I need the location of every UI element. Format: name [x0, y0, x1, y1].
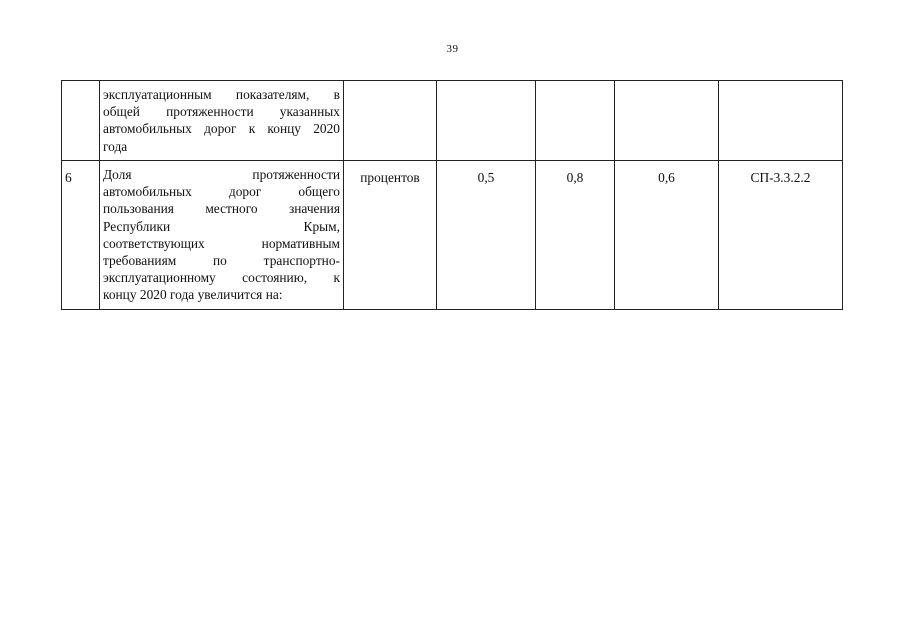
description-line: автомобильных дорог к концу 2020 [103, 121, 340, 137]
row-number-cell: 6 [62, 161, 100, 310]
description-line: общей протяженности указанных [103, 104, 340, 120]
value-cell-1: 0,5 [437, 161, 536, 310]
description-line: года [103, 138, 128, 154]
row-number-cell [62, 81, 100, 161]
description-line: эксплуатационному состоянию, к [103, 270, 340, 286]
value-cell-2 [536, 81, 615, 161]
description-line: Республики Крым, [103, 218, 340, 234]
table-row [62, 81, 843, 161]
page-number: 39 [446, 43, 459, 55]
indicator-description-cell [100, 161, 344, 310]
description-line: требованиям по транспортно- [103, 253, 340, 269]
value-cell-3: 0,6 [615, 161, 719, 310]
source-cell: СП-3.3.2.2 [719, 161, 843, 310]
unit-cell: процентов [344, 161, 437, 310]
table-row [62, 161, 843, 310]
value-cell-3 [615, 81, 719, 161]
value-cell-1 [437, 81, 536, 161]
description-line: автомобильных дорог общего [103, 184, 340, 200]
description-line: концу 2020 года увеличится на: [103, 287, 283, 303]
value-cell-2: 0,8 [536, 161, 615, 310]
description-line: соответствующих нормативным [103, 235, 340, 251]
description-line: пользования местного значения [103, 201, 340, 217]
indicator-description-cell [100, 81, 344, 161]
indicator-table [61, 80, 843, 310]
unit-cell [344, 81, 437, 161]
source-cell [719, 81, 843, 161]
description-line: Доля протяженности [103, 167, 340, 182]
description-line: эксплуатационным показателям, в [103, 87, 340, 102]
